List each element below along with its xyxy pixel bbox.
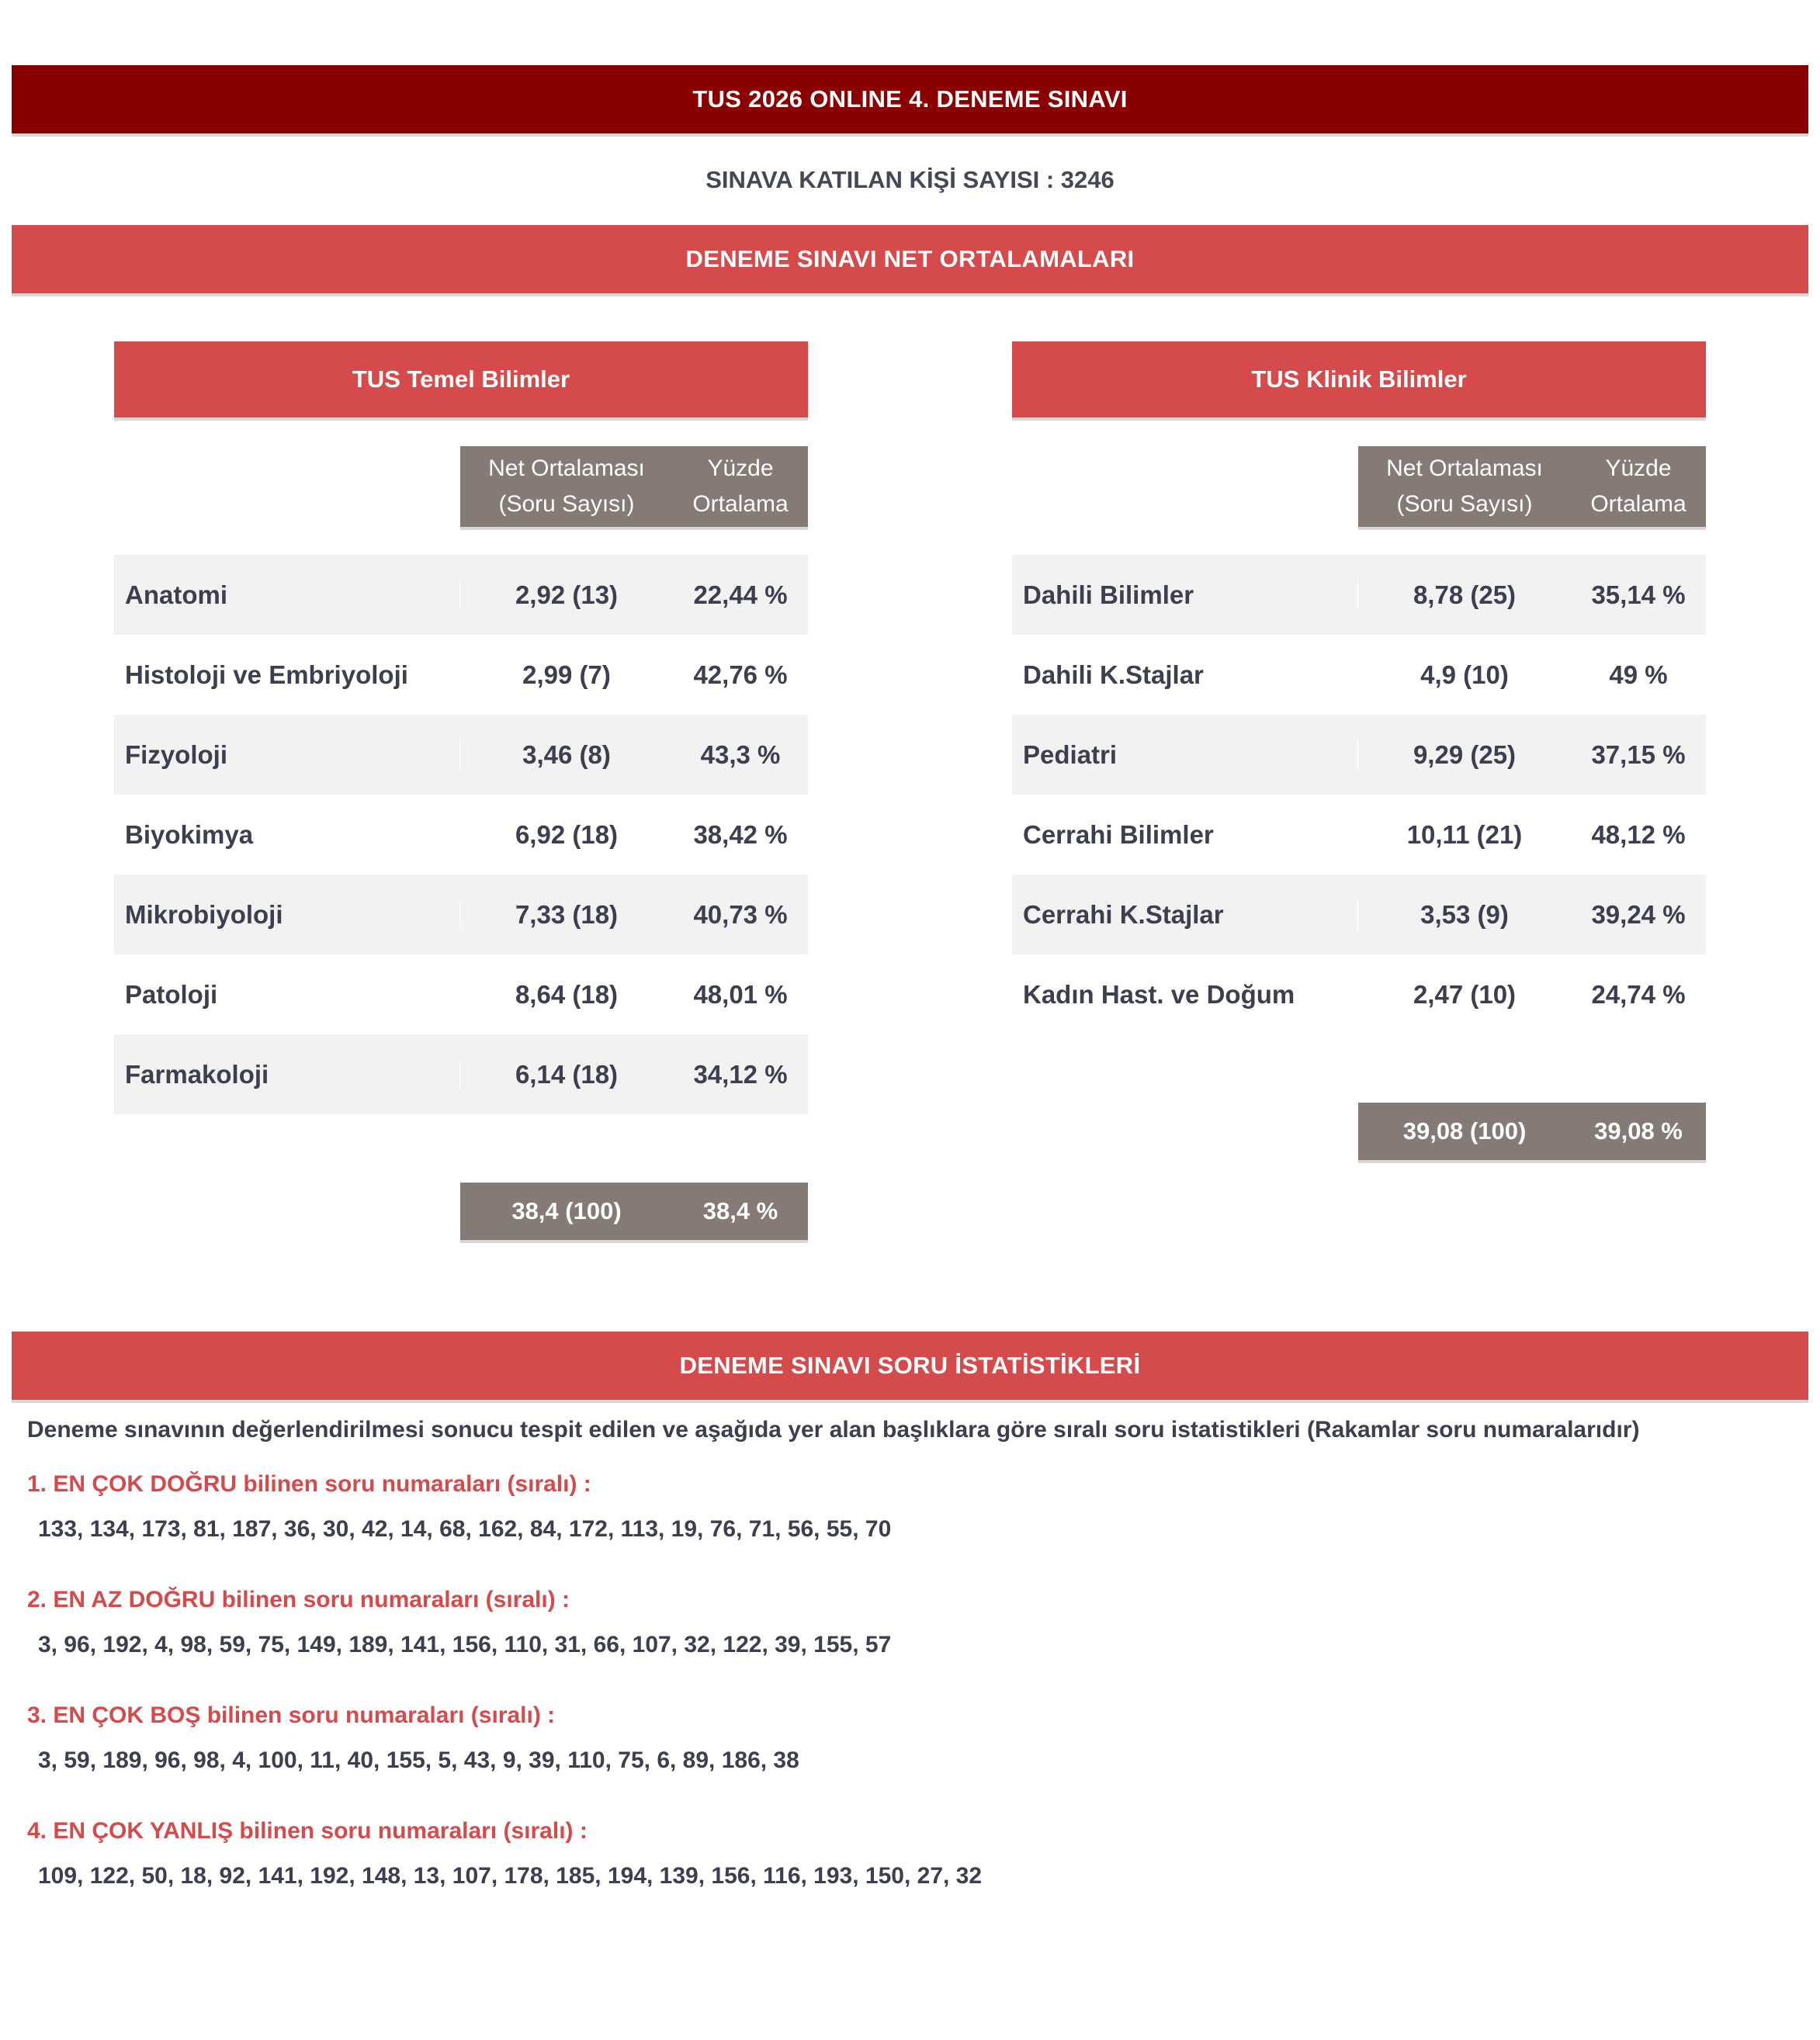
klinik-table [1012,555,1706,1034]
stat-list-most-blank: 3, 59, 189, 96, 98, 4, 100, 11, 40, 155, 5, 43, 9, 39, 110, 75, 6, 89, 186, 38 [38,1747,799,1773]
klinik-bilimler-title: TUS Klinik Bilimler [1012,341,1706,417]
net-column-header: Net Ortalaması (Soru Sayısı) [488,455,645,517]
temel-table [114,555,808,1114]
klinik-total-percent: 39,08 % [1594,1117,1683,1145]
table-row: Cerrahi Bilimler 10,11 (21) 48,12 % [1012,795,1706,875]
question-stats-banner [12,1332,1808,1400]
table-row: Patoloji 8,64 (18) 48,01 % [114,954,808,1034]
table-row: Histoloji ve Embriyoloji 2,99 (7) 42,76 % [114,635,808,715]
table-row: Pediatri 9,29 (25) 37,15 % [1012,715,1706,795]
table-row: Dahili Bilimler 8,78 (25) 35,14 % [1012,555,1706,635]
temel-total-net: 38,4 (100) [511,1197,622,1224]
net-column-header: Net Ortalaması (Soru Sayısı) [1386,455,1543,517]
table-row: Fizyoloji 3,46 (8) 43,3 % [114,715,808,795]
temel-bilimler-panel [114,341,808,1224]
temel-total-percent: 38,4 % [702,1197,778,1224]
table-row: Farmakoloji 6,14 (18) 34,12 % [114,1034,808,1114]
table-row: Anatomi 2,92 (13) 22,44 % [114,555,808,635]
temel-bilimler-title: TUS Temel Bilimler [114,341,808,417]
stat-list-least-correct: 3, 96, 192, 4, 98, 59, 75, 149, 189, 141, 156, 110, 31, 66, 107, 32, 122, 39, 155, 57 [38,1632,892,1657]
table-row: Cerrahi K.Stajlar 3,53 (9) 39,24 % [1012,875,1706,954]
percent-column-header: Yüzde Ortalama [1590,455,1687,517]
klinik-bilimler-panel [1012,341,1706,1145]
stats-intro: Deneme sınavının değerlendirilmesi sonucu tespit edilen ve aşağıda yer alan başlıklara göre sıralı soru istatistikleri (Rakamlar soru numaralarıdır) [27,1417,1640,1443]
table-row: Dahili K.Stajlar 4,9 (10) 49 % [1012,635,1706,715]
temel-total-row [460,1183,808,1240]
stat-title-most-blank: 3. EN ÇOK BOŞ bilinen soru numaraları (sıralı) : [27,1702,556,1728]
table-row: Mikrobiyoloji 7,33 (18) 40,73 % [114,875,808,954]
stat-title-most-correct: 1. EN ÇOK DOĞRU bilinen soru numaraları (sıralı) : [27,1471,591,1497]
stat-list-most-correct: 133, 134, 173, 81, 187, 36, 30, 42, 14, 68, 162, 84, 172, 113, 19, 76, 71, 56, 55, 70 [38,1516,892,1542]
question-stats-title: DENEME SINAVI SORU İSTATİSTİKLERİ [679,1352,1141,1379]
participant-count: SINAVA KATILAN KİŞİ SAYISI : 3246 [705,166,1115,193]
percent-column-header: Yüzde Ortalama [692,455,789,517]
klinik-total-net: 39,08 (100) [1402,1117,1527,1145]
table-row: Biyokimya 6,92 (18) 38,42 % [114,795,808,875]
table-row: Kadın Hast. ve Doğum 2,47 (10) 24,74 % [1012,954,1706,1034]
net-averages-banner [12,225,1808,293]
klinik-column-headers [1358,446,1706,527]
question-stats-section [27,1417,1797,1934]
temel-column-headers [460,446,808,527]
stat-title-least-correct: 2. EN AZ DOĞRU bilinen soru numaraları (sıralı) : [27,1587,570,1612]
stat-title-most-wrong: 4. EN ÇOK YANLIŞ bilinen soru numaraları (sıralı) : [27,1818,588,1844]
exam-title-banner [12,65,1808,133]
net-averages-title: DENEME SINAVI NET ORTALAMALARI [685,245,1135,272]
stat-list-most-wrong: 109, 122, 50, 18, 92, 141, 192, 148, 13, 107, 178, 185, 194, 139, 156, 116, 193, 150, 27, 32 [38,1863,983,1889]
exam-title: TUS 2026 ONLINE 4. DENEME SINAVI [692,85,1128,113]
klinik-total-row [1358,1103,1706,1160]
